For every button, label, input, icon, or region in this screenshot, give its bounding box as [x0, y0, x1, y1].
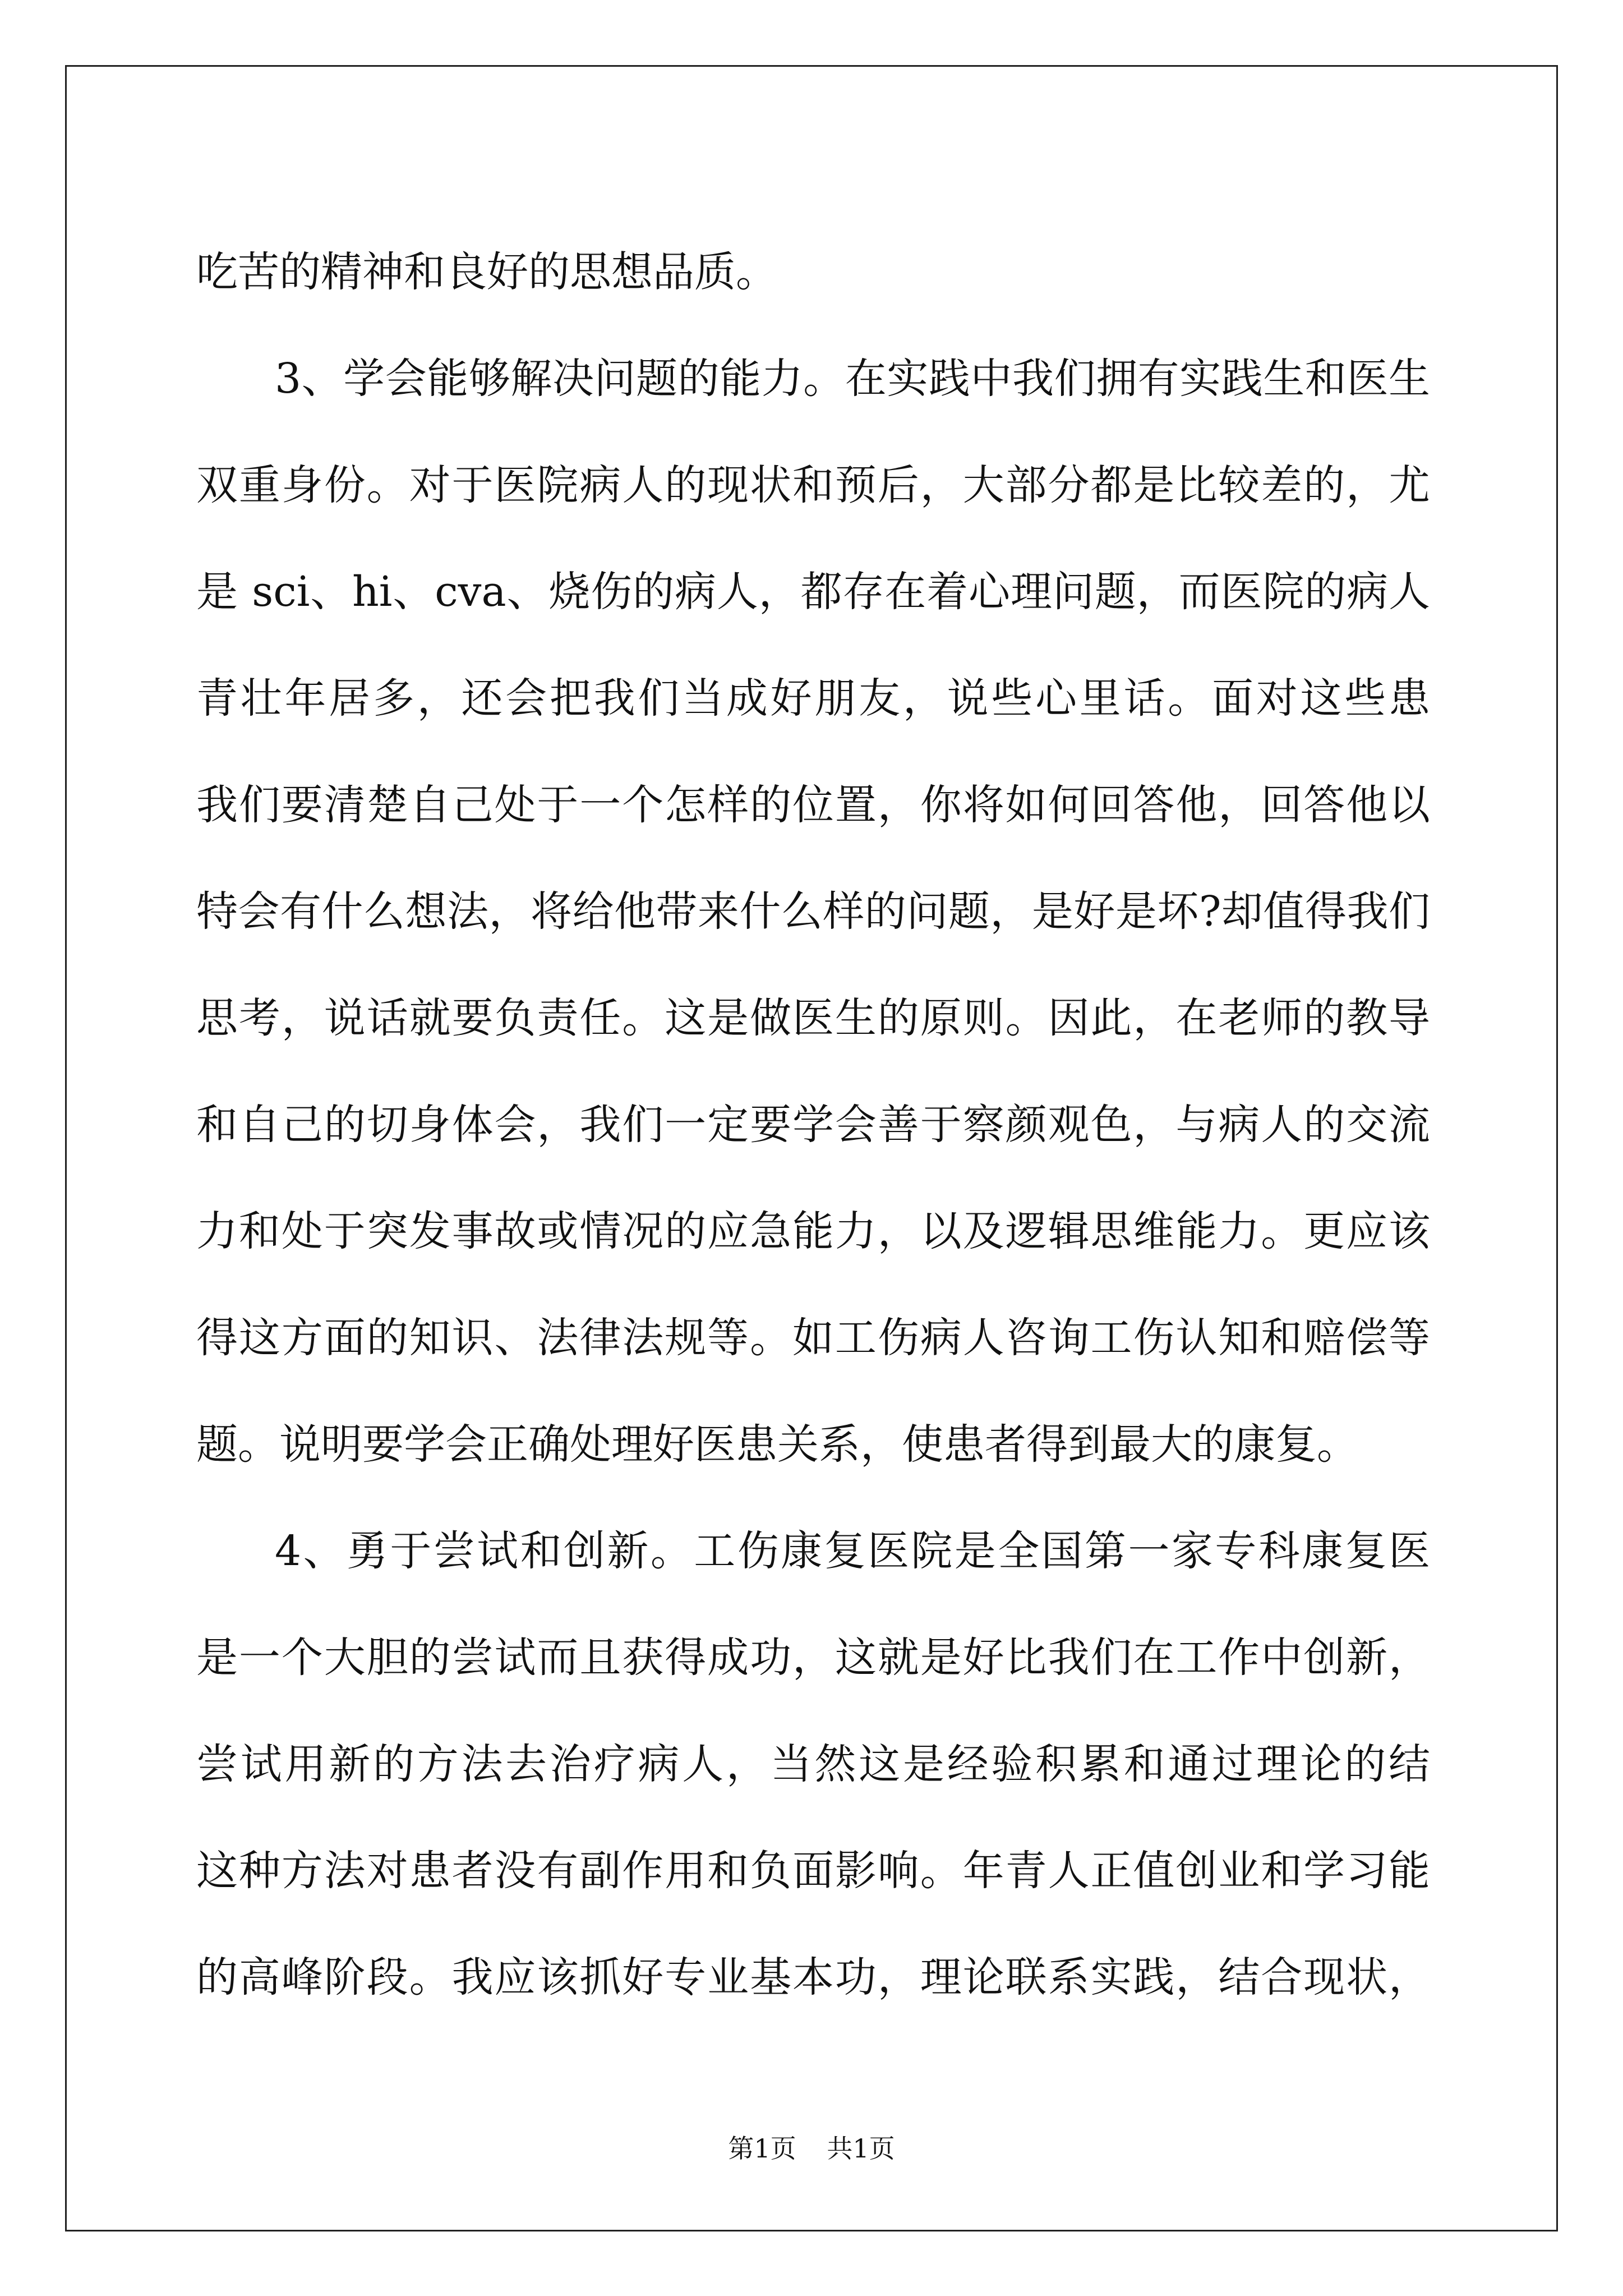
text-line: 双重身份。对于医院病人的现状和预后，大部分都是比较差的，尤 — [196, 461, 1430, 509]
text-line: 和自己的切身体会，我们一定要学会善于察颜观色，与病人的交流 — [196, 1101, 1430, 1149]
page-total: 共1页 — [827, 2133, 895, 2164]
text-line: 青壮年居多，还会把我们当成好朋友，说些心里话。面对这些患 — [196, 674, 1430, 723]
document-body — [196, 219, 1430, 2031]
text-line: 是 sci、hi、cva、烧伤的病人，都存在着心理问题，而医院的病人 — [196, 568, 1430, 616]
text-line: 特会有什么想法，将给他带来什么样的问题，是好是坏?却值得我们 — [196, 887, 1430, 936]
text-line: 吃苦的精神和良好的思想品质。 — [196, 248, 777, 296]
text-line: 力和处于突发事故或情况的应急能力，以及逻辑思维能力。更应该 — [196, 1207, 1430, 1255]
page-footer — [0, 2132, 1623, 2165]
text-line: 题。说明要学会正确处理好医患关系，使患者得到最大的康复。 — [196, 1420, 1358, 1469]
text-line: 得这方面的知识、法律法规等。如工伤病人咨询工伤认知和赔偿等 — [196, 1314, 1430, 1362]
text-line: 是一个大胆的尝试而且获得成功，这就是好比我们在工作中创新， — [196, 1634, 1430, 1682]
text-line: 思考，说话就要负责任。这是做医生的原则。因此，在老师的教导 — [196, 994, 1430, 1042]
text-line: 尝试用新的方法去治疗病人，当然这是经验积累和通过理论的结 — [196, 1740, 1430, 1788]
text-line: 我们要清楚自己处于一个怎样的位置，你将如何回答他，回答他以 — [196, 781, 1430, 829]
text-line: 这种方法对患者没有副作用和负面影响。年青人正值创业和学习能 — [196, 1847, 1430, 1895]
text-line: 的高峰阶段。我应该抓好专业基本功，理论联系实践，结合现状， — [196, 1953, 1430, 2001]
page-number: 第1页 — [728, 2133, 796, 2164]
text-line: 3、学会能够解决问题的能力。在实践中我们拥有实践生和医生 — [275, 355, 1430, 403]
text-line: 4、勇于尝试和创新。工伤康复医院是全国第一家专科康复医 — [275, 1527, 1430, 1575]
